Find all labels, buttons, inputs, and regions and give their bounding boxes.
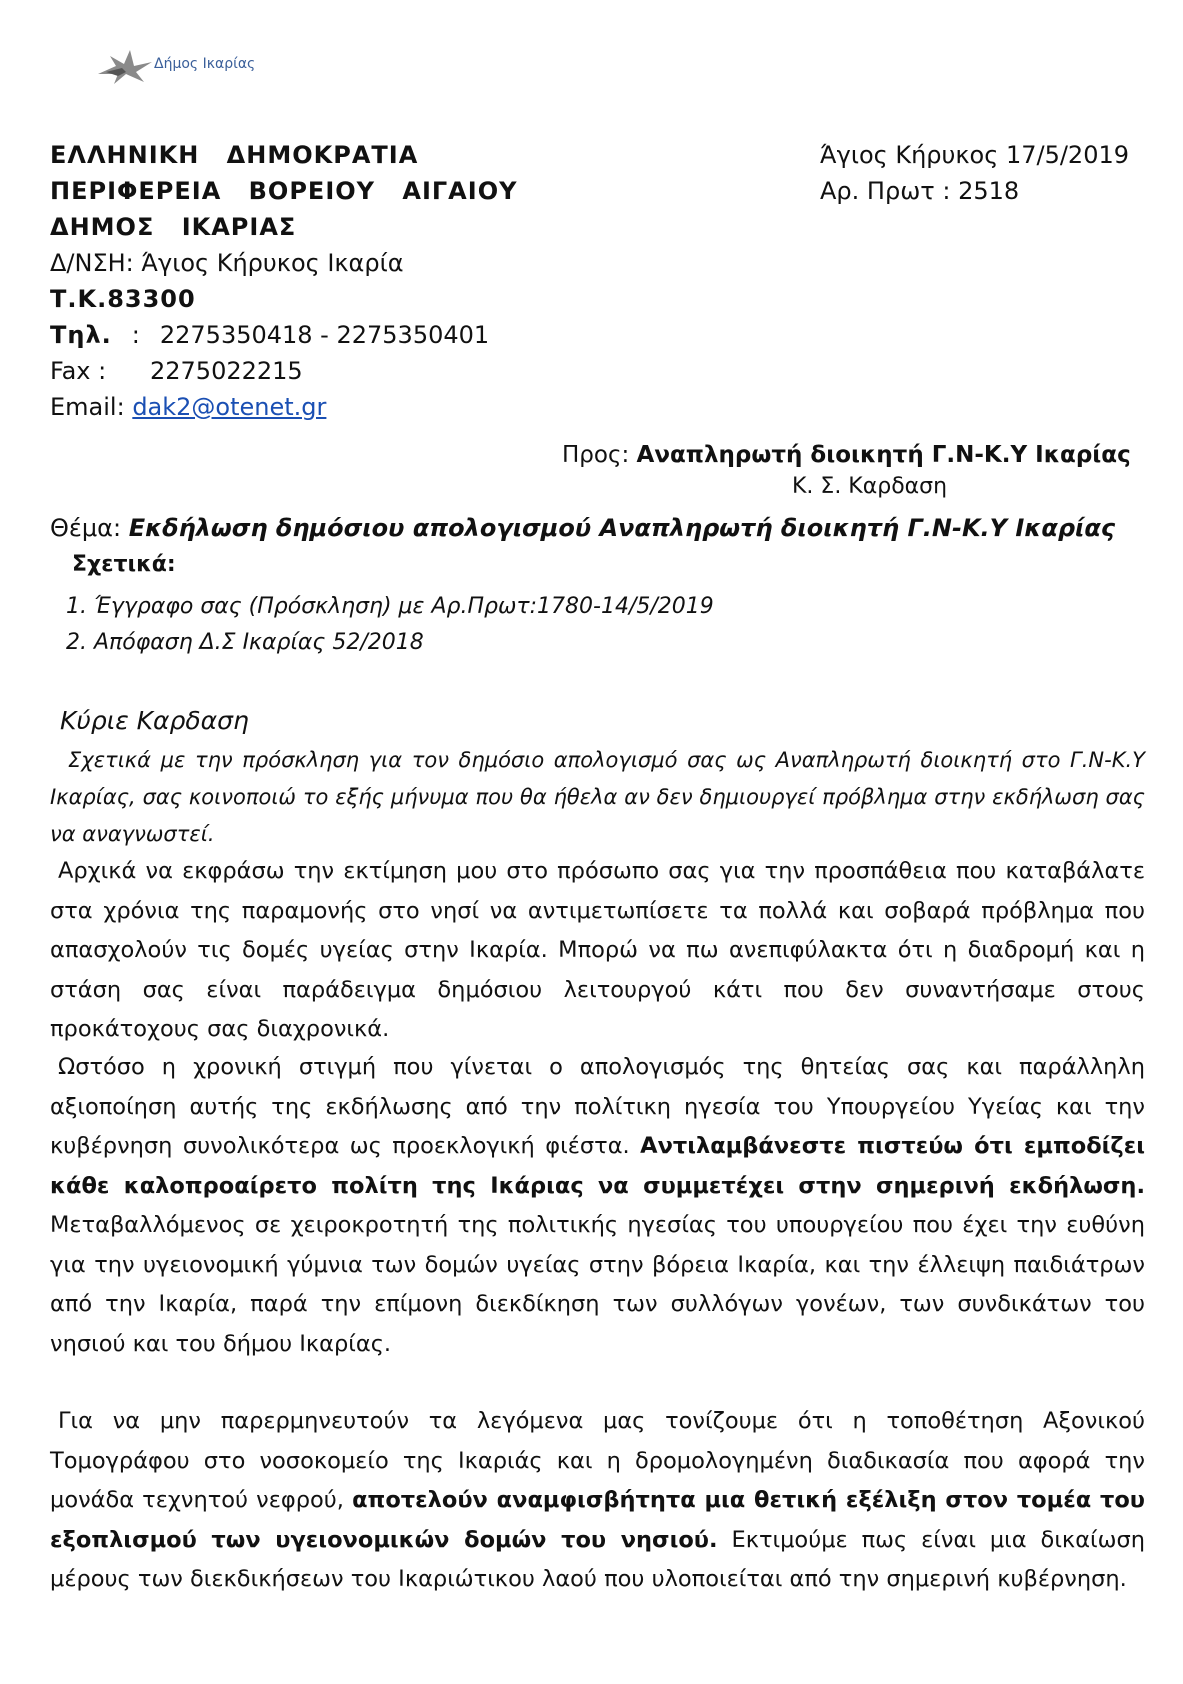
recipient-label: Προς:	[562, 442, 630, 468]
tel-label: Τηλ.	[50, 321, 112, 349]
paragraph-3-end: Εκτιμούμε πως είναι μια δικαίωση μέρους των διεκδικήσεων του Ικαριώτικου λαού που υλοποιείται από την σημερινή κυβέρνηση.	[50, 1526, 1145, 1592]
protocol-number: Αρ. Πρωτ : 2518	[820, 177, 1020, 205]
recipient-name: Κ. Σ. Καρδαση	[792, 474, 948, 499]
tel-sep: :	[131, 321, 140, 349]
header-line-3: ΔΗΜΟΣ ΙΚΑΡΙΑΣ	[50, 213, 297, 241]
paragraph-2-end: Μεταβαλλόμενος σε χειροκροτητή της πολιτικής ηγεσίας του υπουργείου που έχει την ευθύνη για την υγειονομική γύμνια των δομών υγείας στην βόρεια Ικαρία, και την έλλειψη παιδιάτρων από την Ικαρία, παρά την επίμονη διεκδίκηση των συλλόγων γονέων, των συνδικάτων του νησιού και του δήμου Ικαρίας.	[50, 1212, 1145, 1357]
email-link[interactable]: dak2@otenet.gr	[132, 393, 327, 421]
logo-text: Δήμος Ικαρίας	[154, 56, 256, 72]
paragraph-intro: Σχετικά με την πρόσκληση για τον δημόσιο απολογισμό σας ως Αναπληρωτή διοικητή στο Γ.Ν-Κ.Υ Ικαρίας, σας κοινοποιώ το εξής μήνυμα που θα ήθελα αν δεν δημιουργεί πρόβλημα στην εκδήλωση σας να αναγνωστεί.	[50, 748, 1145, 846]
fax-line	[50, 353, 517, 389]
paragraph-2	[50, 1048, 1145, 1364]
letter-date: Άγιος Κήρυκος 17/5/2019	[820, 141, 1130, 169]
fax-value: 2275022215	[150, 357, 303, 385]
greeting: Κύριε Καρδαση	[60, 706, 249, 735]
related-item-1: 1. Έγγραφο σας (Πρόσκληση) με Αρ.Πρωτ:1780-14/5/2019	[66, 594, 714, 619]
paragraph-1: Αρχικά να εκφράσω την εκτίμηση μου στο πρόσωπο σας για την προσπάθεια που καταβάλατε στα χρόνια της παραμονής στο νησί να αντιμετωπίσετε τα πολλά και σοβαρά πρόβλημα που απασχολούν τις δομές υγείας στην Ικαρία. Μπορώ να πω ανεπιφύλακτα ότι η διαδρομή και η στάση σας είναι παράδειγμα δημόσιου λειτουργού κάτι που δεν συναντήσαμε στους προκάτοχους σας διαχρονικά.	[50, 858, 1145, 1042]
subject-label: Θέμα:	[50, 514, 122, 542]
subject-text: Εκδήλωση δημόσιου απολογισμού Αναπληρωτή διοικητή Γ.Ν-Κ.Υ Ικαρίας	[128, 514, 1116, 542]
fax-label: Fax :	[50, 357, 107, 385]
paragraph-3-bold: αποτελούν αναμφισβήτητα μια θετική εξέλιξη στον τομέα του εξοπλισμού των υγειονομικών δομών του νησιού.	[50, 1487, 1145, 1553]
date-block	[820, 137, 1129, 209]
header-line-2: ΠΕΡΙΦΕΡΕΙΑ ΒΟΡΕΙΟΥ ΑΙΓΑΙΟΥ	[50, 177, 518, 205]
sender-header	[50, 137, 517, 425]
paragraph-3	[50, 1402, 1145, 1600]
recipient-title: Αναπληρωτή διοικητή Γ.Ν-Κ.Υ Ικαρίας	[636, 442, 1131, 468]
related-label: Σχετικά:	[72, 552, 176, 577]
tel-value: 2275350418 - 2275350401	[159, 321, 490, 349]
paragraph-3-start: Για να μην παρερμηνευτούν τα λεγόμενα μας τονίζουμε ότι η τοποθέτηση Αξονικού Τομογράφου στο νοσοκομείο της Ικαριάς και η δρομολογημένη διαδικασία που αφορά την μονάδα τεχνητού νεφρού,	[50, 1408, 1145, 1513]
bird-logo-icon	[96, 44, 156, 90]
recipient	[562, 437, 1131, 473]
address: Δ/ΝΣΗ: Άγιος Κήρυκος Ικαρία	[50, 249, 404, 277]
paragraph-2-bold: Αντιλαμβάνεστε πιστεύω ότι εμποδίζει κάθε καλοπροαίρετο πολίτη της Ικάριας να συμμετέχει στην σημερινή εκδήλωση.	[50, 1133, 1146, 1199]
paragraph-2-start: Ωστόσο η χρονική στιγμή που γίνεται ο απολογισμός της θητείας σας και παράλληλη αξιοποίηση αυτής της εκδήλωσης από την πολίτικη ηγεσία του Υπουργείου Υγείας και την κυβέρνηση συνολικότερα ως προεκλογική φιέστα.	[50, 1054, 1145, 1159]
email-label: Email:	[50, 393, 125, 421]
subject-line	[50, 514, 1115, 542]
email-line	[50, 389, 517, 425]
municipality-logo	[96, 44, 296, 90]
phone-line	[50, 317, 517, 353]
header-line-1: ΕΛΛΗΝΙΚΗ ΔΗΜΟΚΡΑΤΙΑ	[50, 141, 419, 169]
postal-code: Τ.Κ.83300	[50, 285, 196, 313]
related-item-2: 2. Απόφαση Δ.Σ Ικαρίας 52/2018	[66, 630, 424, 655]
